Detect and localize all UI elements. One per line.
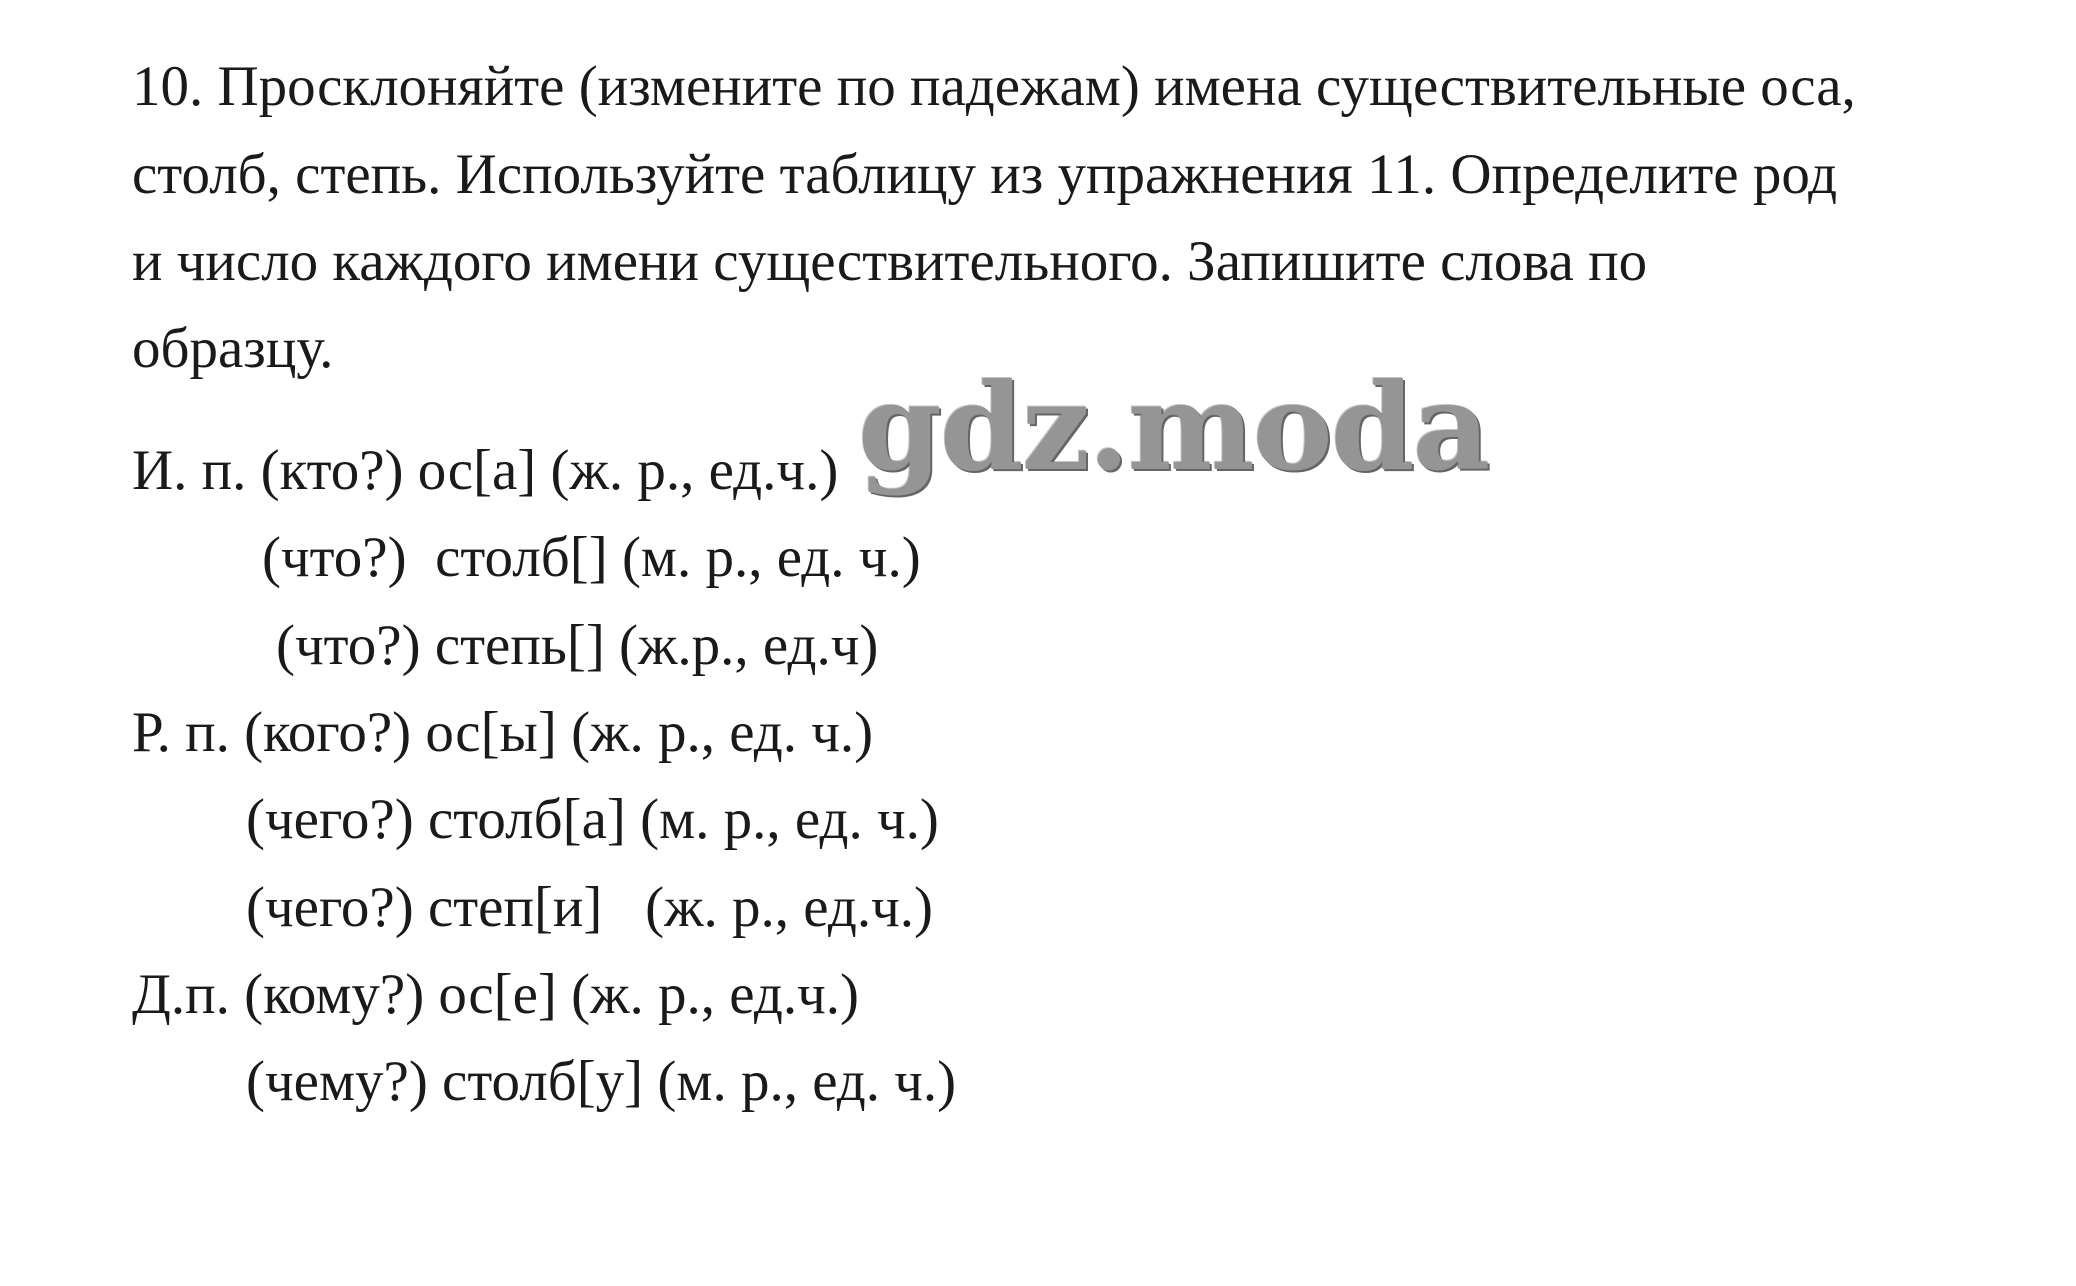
task-line-2: столб, степь. Используйте таблицу из упражнения 11. Определите род — [132, 143, 1838, 206]
answer-line-1: И. п. (кто?) ос[а] (ж. р., ед.ч.) — [132, 439, 839, 502]
answer-line-2: (что?) столб[] (м. р., ед. ч.) — [262, 526, 921, 589]
answer-line-4: Р. п. (кого?) ос[ы] (ж. р., ед. ч.) — [132, 701, 874, 764]
task-line-4: образцу. — [132, 317, 334, 380]
task-line-3: и число каждого имени существительного. Запишите слова по — [132, 230, 1648, 293]
task-line-1: 10. Просклоняйте (измените по падежам) имена существительные оса, — [132, 55, 1856, 118]
answer-line-6: (чего?) степ[и] (ж. р., ед.ч.) — [246, 876, 933, 939]
answer-line-7: Д.п. (кому?) ос[е] (ж. р., ед.ч.) — [132, 963, 859, 1026]
answer-line-3: (что?) степь[] (ж.р., ед.ч) — [276, 614, 879, 677]
answer-line-5: (чего?) столб[а] (м. р., ед. ч.) — [246, 788, 939, 851]
answer-line-8: (чему?) столб[у] (м. р., ед. ч.) — [246, 1050, 957, 1113]
watermark-logo: gdz.moda — [858, 357, 1489, 498]
